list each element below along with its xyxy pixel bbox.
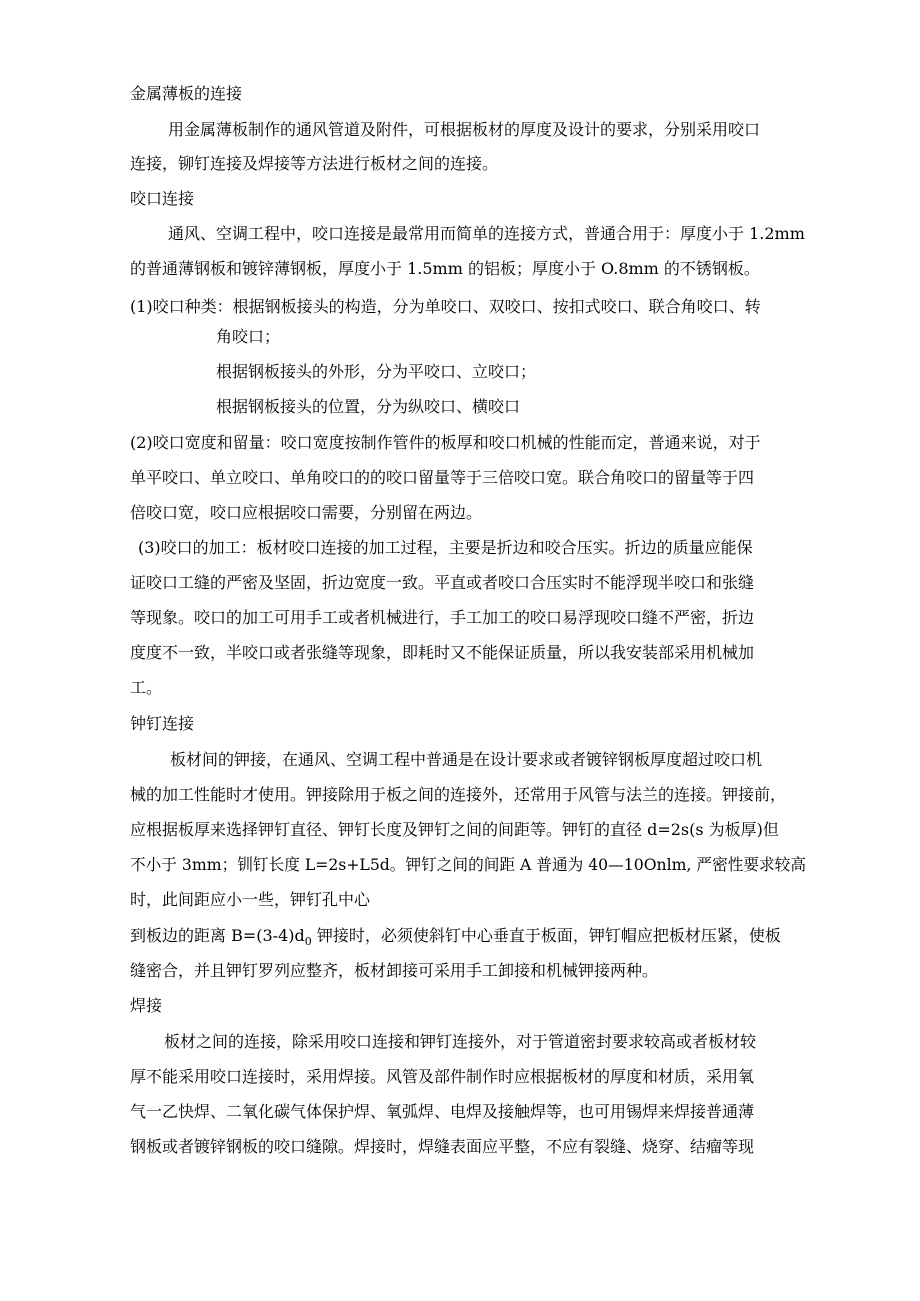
list-item-1-line: (1)咬口种类：根据钢板接头的构造，分为单咬口、双咬口、按扣式咬口、联合角咬口、转	[130, 297, 761, 316]
paragraph-line-with-subscript	[130, 926, 781, 949]
paragraph-line: 厚不能采用咬口连接时，采用焊接。风管及部件制作时应根据板材的厚度和材质，采用氧	[130, 1067, 755, 1086]
paragraph-line: 连接，铆钉连接及焊接等方法进行板材之间的连接。	[130, 154, 499, 173]
list-item-1-line: 角咬口；	[216, 327, 281, 346]
list-item-1-line: 根据钢板接头的位置，分为纵咬口、横咬口	[216, 397, 521, 416]
paragraph-line: 板材之间的连接，除采用咬口连接和钾钉连接外，对于管道密封要求较高或者板材较	[164, 1032, 757, 1051]
list-item-3-line: 工。	[130, 678, 163, 697]
list-item-1-line: 根据钢板接头的外形，分为平咬口、立咬口；	[216, 362, 537, 381]
paragraph-line: 缝密合，并且钾钉罗列应整齐，板材卸接可采用手工卸接和机械钾接两种。	[130, 961, 659, 980]
paragraph-line: 钢板或者镀锌钢板的咬口缝隙。焊接时，焊缝表面应平整，不应有裂缝、烧穿、结瘤等现	[130, 1137, 755, 1156]
text-run: 钾接时，必须使斜钉中心垂直于板面，钾钉帽应把板材压紧，使板	[311, 926, 781, 945]
list-item-2-line: (2)咬口宽度和留量：咬口宽度按制作管件的板厚和咬口机械的性能而定，普通来说，对于	[130, 433, 761, 452]
paragraph-line: 板材间的钾接，在通风、空调工程中普通是在设计要求或者镀锌钢板厚度超过咬口机	[170, 750, 763, 769]
text-run: 到板边的距离 B=(3-4)d	[130, 926, 305, 945]
paragraph-line: 用金属薄板制作的通风管道及附件，可根据板材的厚度及设计的要求，分别采用咬口	[168, 120, 761, 139]
list-item-3-line: (3)咬口的加工：板材咬口连接的加工过程，主要是折边和咬合压实。折边的质量应能保	[138, 538, 753, 557]
subscript: 0	[304, 935, 312, 949]
section-heading-seam-joint: 咬口连接	[130, 189, 195, 208]
section-heading-metal-sheet-joining: 金属薄板的连接	[130, 84, 243, 103]
paragraph-line: 应根据板厚来选择钾钉直径、钾钉长度及钾钉之间的间距等。钾钉的直径 d=2s(s 为板厚)但	[130, 820, 779, 839]
paragraph-line: 不小于 3mm；钏钉长度 L=2s+L5d。钾钉之间的间距 A 普通为 40—10Onlm, 严密性要求较高	[130, 855, 807, 874]
paragraph-line: 械的加工性能时才使用。钾接除用于板之间的连接外，还常用于风管与法兰的连接。钾接前，	[130, 785, 787, 804]
list-item-2-line: 单平咬口、单立咬口、单角咬口的的咬口留量等于三倍咬口宽。联合角咬口的留量等于四	[130, 468, 755, 487]
section-heading-rivet-joint: 钟钉连接	[130, 714, 195, 733]
list-item-3-line: 度度不一致，半咬口或者张缝等现象，即耗时又不能保证质量，所以我安装部采用机械加	[130, 643, 755, 662]
paragraph-line: 气一乙快焊、二氧化碳气体保护焊、氧弧焊、电焊及接触焊等，也可用锡焊来焊接普通薄	[130, 1102, 755, 1121]
section-heading-welding: 焊接	[130, 996, 163, 1015]
list-item-3-line: 证咬口工缝的严密及坚固，折边宽度一致。平直或者咬口合压实时不能浮现半咬口和张缝	[130, 573, 755, 592]
list-item-3-line: 等现象。咬口的加工可用手工或者机械进行，手工加工的咬口易浮现咬口缝不严密，折边	[130, 608, 755, 627]
paragraph-line: 的普通薄钢板和镀锌薄钢板，厚度小于 1.5mm 的铝板；厚度小于 O.8mm 的不锈钢板。	[130, 259, 760, 278]
paragraph-line: 时，此间距应小一些，钾钉孔中心	[130, 890, 371, 909]
paragraph-line: 通风、空调工程中，咬口连接是最常用而简单的连接方式，普通合用于：厚度小于 1.2mm	[168, 224, 805, 243]
list-item-2-line: 倍咬口宽，咬口应根据咬口需要，分别留在两边。	[130, 503, 483, 522]
